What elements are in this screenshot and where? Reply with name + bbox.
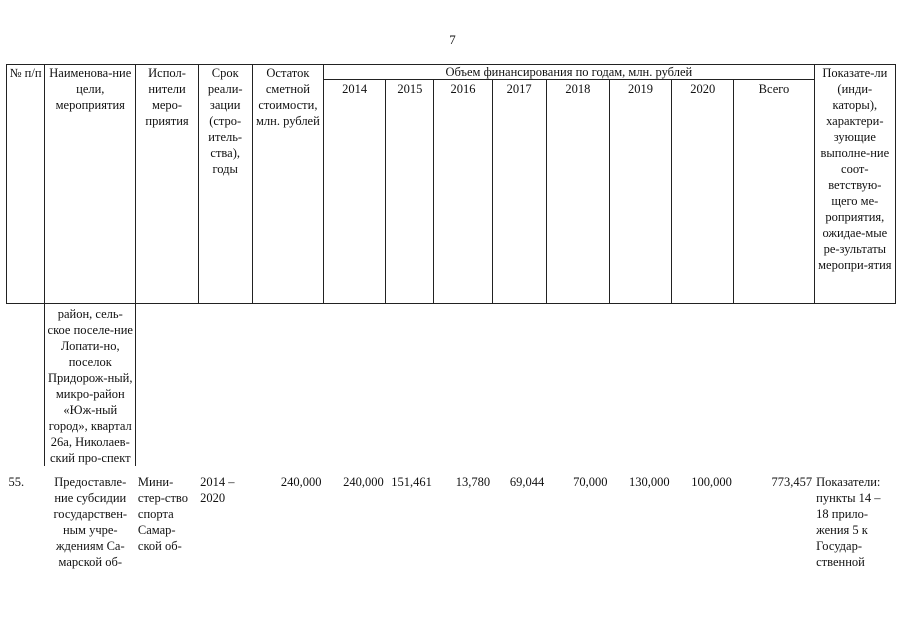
header-number: № п/п — [7, 65, 45, 304]
row-remainder: 240,000 — [280, 475, 322, 489]
row-value-2018: 70,000 — [573, 475, 608, 489]
header-year: 2017 — [492, 80, 546, 304]
header-year: 2014 — [324, 80, 386, 304]
row-executor: Мини-стер-ство спорта Самар-ской об- — [137, 475, 188, 553]
header-financing: Объем финансирования по годам, млн. рублей — [324, 65, 815, 80]
row-value-total: 773,457 — [771, 475, 813, 489]
row-value-2016: 13,780 — [455, 475, 491, 489]
header-year-total: Всего — [734, 80, 814, 304]
row-number: 55. — [8, 475, 25, 489]
header-year: 2015 — [386, 80, 434, 304]
row-value-2019: 130,000 — [629, 475, 670, 489]
table-row — [7, 466, 896, 570]
row-term: 2014 – 2020 — [200, 475, 235, 505]
header-year: 2018 — [546, 80, 609, 304]
row-value-2020: 100,000 — [691, 475, 732, 489]
header-executor: Испол-нители меро-приятия — [136, 65, 198, 304]
header-year: 2020 — [672, 80, 734, 304]
table-header-row — [7, 65, 896, 80]
table-row-continuation — [7, 304, 896, 467]
header-name: Наименова-ние цели, мероприятия — [45, 65, 136, 304]
continuation-name: район, сель-ское поселе-ние Лопати-но, поселок Придорож-ный, микро-район «Юж-ный город», квартал 26а, Николаев-ский про-спект — [45, 304, 136, 467]
row-name: Предоставле-ние субсидии государствен-ным учре-ждениям Са-марской об- — [53, 475, 128, 569]
header-year: 2019 — [609, 80, 671, 304]
financing-table — [6, 64, 896, 570]
header-remainder: Остаток сметной стоимости, млн. рублей — [252, 65, 323, 304]
header-year: 2016 — [434, 80, 492, 304]
row-value-2015: 151,461 — [391, 475, 432, 489]
row-indicators: Показатели: пункты 14 – 18 прило-жения 5 к Государ-ственной — [816, 475, 881, 569]
page-number: 7 — [449, 32, 456, 47]
header-term: Срок реали-зации (стро-итель-ства), годы — [198, 65, 252, 304]
row-value-2017: 69,044 — [509, 475, 545, 489]
header-indicators: Показате-ли (инди-каторы), характери-зующие выполне-ние соот-ветствую-щего ме-роприятия, ожидае-мые ре-зультаты меропри-ятия — [814, 65, 895, 304]
row-value-2014: 240,000 — [343, 475, 384, 489]
